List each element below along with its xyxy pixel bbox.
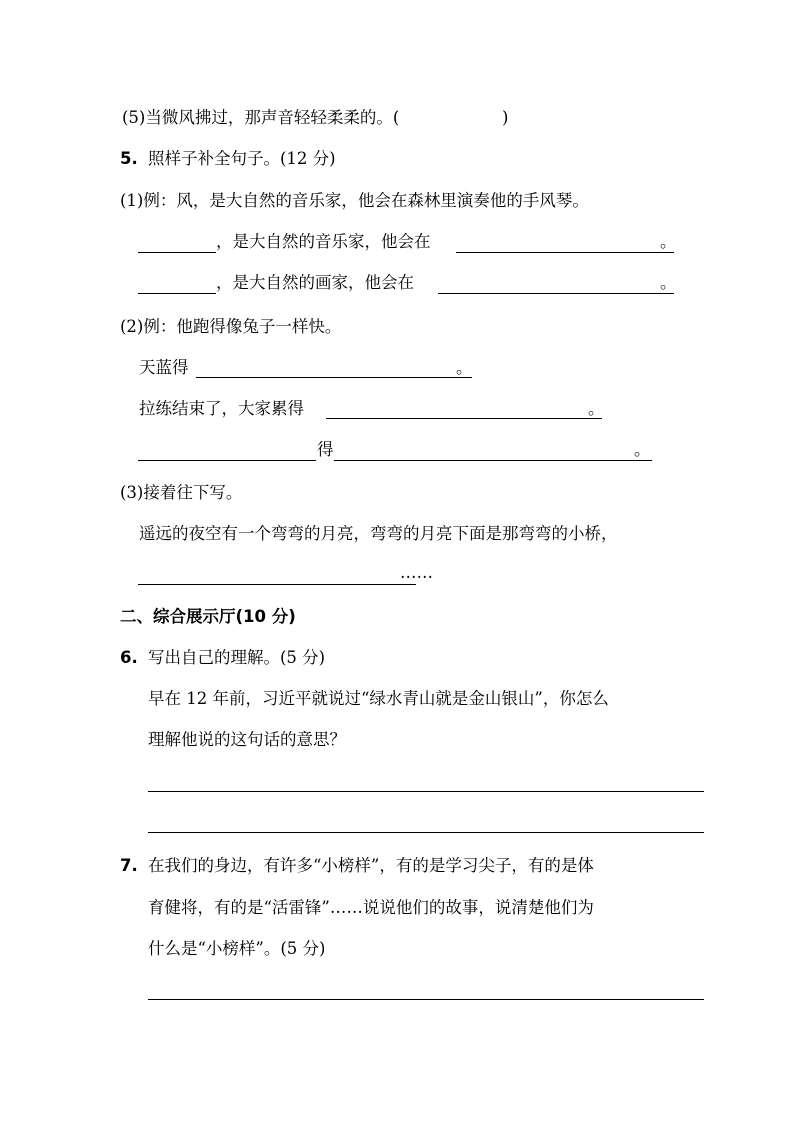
q7-line1: 在我们的身边，有许多“小榜样”，有的是学习尖子，有的是体 <box>148 856 594 875</box>
q6-line2: 理解他说的这句话的意思？ <box>148 730 346 749</box>
q5-p1-line2-end: 。 <box>660 273 677 292</box>
q5-p1-blank1-b[interactable] <box>456 252 674 253</box>
q5-p1-line1-end: 。 <box>660 232 677 251</box>
q5-p2-blank3-a[interactable] <box>138 460 316 461</box>
q5-p2-line3-mid: 得 <box>317 440 334 459</box>
q7-line3: 什么是“小榜样”。(5 分) <box>148 939 326 958</box>
q5-p3-prompt: (3)接着往下写。 <box>120 483 243 502</box>
q7-answer-line-1[interactable] <box>148 999 704 1000</box>
q5-p3-text: 遥远的夜空有一个弯弯的月亮，弯弯的月亮下面是那弯弯的小桥， <box>139 524 618 543</box>
q4-item5-text: (5)当微风拂过，那声音轻轻柔柔的。( <box>122 108 400 127</box>
q6-answer-line-2[interactable] <box>148 832 704 833</box>
q5-p1-blank2-a[interactable] <box>138 293 216 294</box>
q5-p2-line2-end: 。 <box>588 399 605 418</box>
q5-p1-blank1-a[interactable] <box>138 252 216 253</box>
q7-line2: 育健将，有的是“活雷锋”……说说他们的故事，说清楚他们为 <box>148 898 594 917</box>
q6-line1: 早在 12 年前，习近平就说过“绿水青山就是金山银山”，你怎么 <box>148 689 609 708</box>
q5-p2-line3-end: 。 <box>634 440 651 459</box>
q5-p2-line1-start: 天蓝得 <box>139 358 189 377</box>
q5-p2-line1-end: 。 <box>456 358 473 377</box>
q5-p2-line2-start: 拉练结束了，大家累得 <box>139 399 304 418</box>
q5-p3-ellipsis: …… <box>400 563 433 582</box>
q6-answer-line-1[interactable] <box>148 791 704 792</box>
q5-p2-blank1[interactable] <box>196 377 472 378</box>
q5-p1-example: (1)例：风，是大自然的音乐家，他会在森林里演奏他的手风琴。 <box>120 191 589 210</box>
q4-item5-close-paren: ) <box>502 108 509 127</box>
q5-p1-line1-mid: ，是大自然的音乐家，他会在 <box>216 232 431 251</box>
q5-p1-blank2-b[interactable] <box>438 293 674 294</box>
q6-number: 6. <box>120 648 138 667</box>
q5-p1-line2-mid: ，是大自然的画家，他会在 <box>216 273 414 292</box>
section2-title: 二、综合展示厅(10 分) <box>120 607 296 626</box>
q6-title: 写出自己的理解。(5 分) <box>148 648 326 667</box>
q5-p2-blank2[interactable] <box>326 418 602 419</box>
q5-p2-example: (2)例：他跑得像兔子一样快。 <box>120 317 342 336</box>
q5-number: 5. <box>120 149 138 168</box>
q5-title: 照样子补全句子。(12 分) <box>148 149 336 168</box>
q5-p2-blank3-b[interactable] <box>334 460 652 461</box>
q7-number: 7. <box>120 856 138 875</box>
q5-p3-blank[interactable] <box>138 584 416 585</box>
